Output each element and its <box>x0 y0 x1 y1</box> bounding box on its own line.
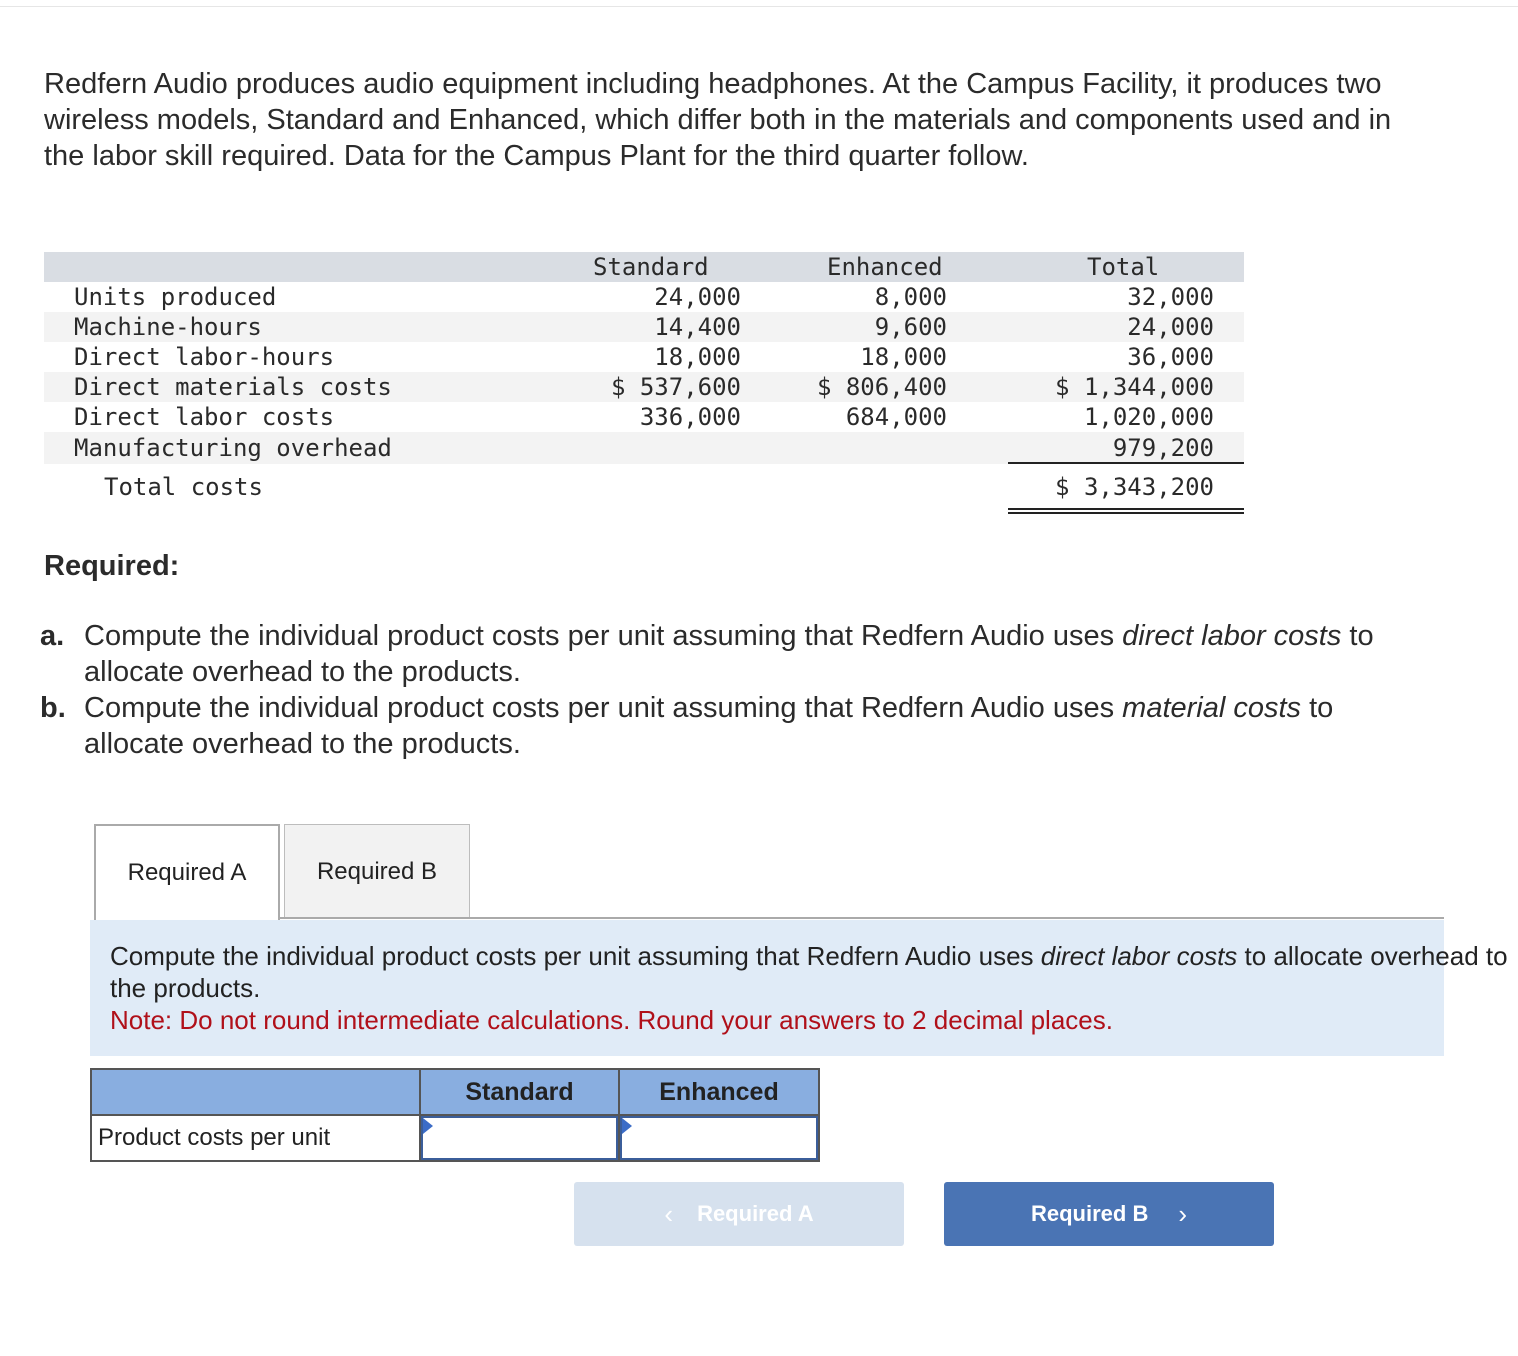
prev-required-a-button[interactable] <box>574 1182 904 1246</box>
instruction-emphasis: direct labor costs <box>1040 941 1238 971</box>
input-flag-icon <box>423 1118 433 1134</box>
enhanced-value: 684,000 <box>845 403 947 431</box>
enhanced-cost-input[interactable] <box>620 1116 818 1160</box>
product-cost-label: Product costs per unit <box>90 1114 421 1162</box>
total-value: 24,000 <box>1127 313 1214 341</box>
total-value: 36,000 <box>1127 343 1214 371</box>
tab-required-b[interactable]: Required B <box>284 824 470 918</box>
standard-value: $ 537,600 <box>610 373 741 401</box>
requirement-a <box>40 618 1440 690</box>
chevron-left-icon: ‹ <box>664 1198 674 1229</box>
enhanced-value: 8,000 <box>874 283 947 311</box>
total-value: $ 1,344,000 <box>1055 373 1214 401</box>
problem-intro: Redfern Audio produces audio equipment including headphones. At the Campus Facility, it produces two wireless models, Standard and Enhanced, which differ both in the materials and components used and in the labor skill required. Data for the Campus Plant for the third quarter follow. <box>44 68 1392 172</box>
row-label: Units produced <box>74 283 277 311</box>
required-heading: Required: <box>44 550 180 582</box>
answer-header-enhanced: Enhanced <box>618 1068 820 1116</box>
enhanced-value: 9,600 <box>874 313 947 341</box>
requirement-b-letter: b. <box>40 692 66 724</box>
row-label: Direct labor costs <box>74 403 335 431</box>
standard-value: 336,000 <box>639 403 741 431</box>
table-row <box>44 432 1244 464</box>
requirement-a-emphasis: direct labor costs <box>1122 620 1342 652</box>
table-row <box>44 312 1244 342</box>
next-required-b-button[interactable] <box>944 1182 1274 1246</box>
requirement-b-text: Compute the individual product costs per unit assuming that Redfern Audio uses <box>84 692 1123 724</box>
table-row <box>44 342 1244 372</box>
tab-divider <box>280 917 1444 919</box>
total-row <box>44 472 1244 502</box>
standard-value: 24,000 <box>654 283 741 311</box>
requirement-a-letter: a. <box>40 620 65 652</box>
grand-total-value: $ 3,343,200 <box>1055 473 1214 501</box>
total-label: Total costs <box>104 473 263 501</box>
row-label: Direct labor-hours <box>74 343 335 371</box>
requirement-a-text: Compute the individual product costs per unit assuming that Redfern Audio uses <box>84 620 1123 652</box>
standard-value: 18,000 <box>654 343 741 371</box>
header-standard: Standard <box>593 253 709 281</box>
requirement-b-emphasis: material costs <box>1122 692 1302 724</box>
double-underline <box>1008 508 1244 514</box>
enhanced-value: 18,000 <box>860 343 947 371</box>
standard-cell <box>419 1114 620 1162</box>
requirement-a-text-end: to allocate overhead to the products. <box>84 620 1374 688</box>
subtotal-rule <box>1008 462 1244 464</box>
total-value: 1,020,000 <box>1083 403 1214 431</box>
answer-header-standard: Standard <box>419 1068 620 1116</box>
row-label: Direct materials costs <box>74 373 392 401</box>
table-row <box>44 372 1244 402</box>
tab-required-a[interactable]: Required A <box>94 824 280 920</box>
table-row <box>44 282 1244 312</box>
next-button-label: Required B <box>1030 1201 1149 1226</box>
standard-value: 14,400 <box>654 313 741 341</box>
header-enhanced: Enhanced <box>827 253 943 281</box>
instruction-text <box>110 940 1510 1036</box>
table-header-row <box>44 252 1244 282</box>
standard-cost-input[interactable] <box>421 1116 618 1160</box>
total-value: 32,000 <box>1127 283 1214 311</box>
requirement-b <box>40 690 1440 762</box>
top-divider <box>0 6 1518 7</box>
table-row <box>44 402 1244 432</box>
prev-button-label: Required A <box>697 1201 814 1226</box>
enhanced-value: $ 806,400 <box>816 373 947 401</box>
answer-header-blank <box>90 1068 421 1116</box>
instruction-text-start: Compute the individual product costs per unit assuming that Redfern Audio uses <box>110 941 1041 971</box>
input-flag-icon <box>622 1118 632 1134</box>
row-label: Manufacturing overhead <box>74 434 392 462</box>
instruction-panel <box>90 920 1508 1056</box>
row-label: Machine-hours <box>74 313 262 341</box>
header-total: Total <box>1087 253 1160 281</box>
total-value: 979,200 <box>1112 434 1214 462</box>
rounding-note: Note: Do not round intermediate calculations. Round your answers to 2 decimal places. <box>110 1005 1113 1035</box>
enhanced-cell <box>618 1114 820 1162</box>
requirements-list <box>40 618 1440 762</box>
chevron-right-icon: › <box>1178 1198 1188 1229</box>
requirement-b-text-end: to allocate overhead to the products. <box>84 692 1334 760</box>
instruction-text-end: to allocate overhead to the products. <box>110 941 1508 1003</box>
